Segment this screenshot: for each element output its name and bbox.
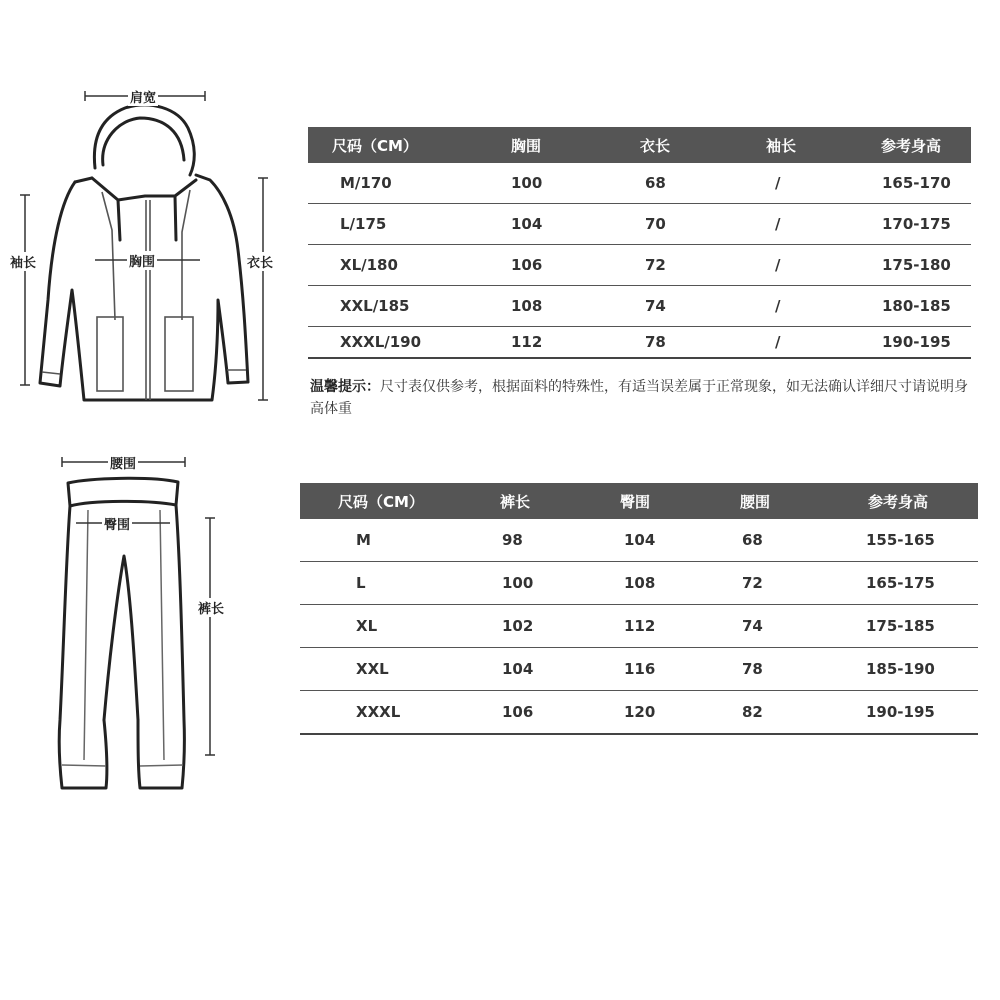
hip-label: 臀围 [102, 514, 132, 533]
shoulder-label: 肩宽 [128, 87, 158, 106]
header-length: 衣长 [585, 127, 711, 163]
cell-chest: 104 [455, 204, 585, 245]
cell-waist: 72 [702, 562, 826, 605]
header-size: 尺码（CM） [308, 127, 455, 163]
cell-length: 68 [585, 163, 711, 204]
cell-size: XL [300, 605, 462, 648]
table-row [300, 519, 978, 562]
cell-size: M/170 [308, 163, 455, 204]
cell-hip: 112 [582, 605, 702, 648]
header-hip: 臀围 [582, 483, 702, 519]
cell-height: 170-175 [834, 204, 971, 245]
cell-height: 190-195 [834, 327, 971, 359]
cell-chest: 106 [455, 245, 585, 286]
table-row [308, 327, 971, 359]
jacket-illustration [0, 80, 290, 420]
table-row [308, 204, 971, 245]
cell-length: 74 [585, 286, 711, 327]
header-waist: 腰围 [702, 483, 826, 519]
cell-height: 175-185 [826, 605, 978, 648]
cell-sleeve: / [711, 245, 834, 286]
table-header-row [308, 127, 971, 163]
pants-illustration [0, 450, 250, 800]
tip-title: 温馨提示： [310, 379, 380, 395]
cell-waist: 74 [702, 605, 826, 648]
table-header-row [300, 483, 978, 519]
cell-height: 175-180 [834, 245, 971, 286]
table-row [308, 163, 971, 204]
cell-height: 165-175 [826, 562, 978, 605]
cell-height: 165-170 [834, 163, 971, 204]
cell-waist: 82 [702, 691, 826, 735]
cell-waist: 68 [702, 519, 826, 562]
cell-size: M [300, 519, 462, 562]
table-row [300, 648, 978, 691]
cell-size: XXXL/190 [308, 327, 455, 359]
cell-hip: 108 [582, 562, 702, 605]
header-sleeve: 袖长 [711, 127, 834, 163]
cell-height: 185-190 [826, 648, 978, 691]
cell-sleeve: / [711, 286, 834, 327]
pants-size-table [300, 483, 978, 735]
cell-length: 70 [585, 204, 711, 245]
cell-sleeve: / [711, 163, 834, 204]
cell-chest: 100 [455, 163, 585, 204]
table-row [300, 605, 978, 648]
cell-hip: 104 [582, 519, 702, 562]
pants-length-label: 裤长 [196, 598, 226, 617]
cell-length: 104 [462, 648, 582, 691]
length-label: 衣长 [245, 252, 275, 271]
cell-sleeve: / [711, 327, 834, 359]
cell-length: 106 [462, 691, 582, 735]
cell-hip: 120 [582, 691, 702, 735]
cell-size: XXL [300, 648, 462, 691]
cell-length: 78 [585, 327, 711, 359]
header-length: 裤长 [462, 483, 582, 519]
chest-label: 胸围 [127, 251, 157, 270]
cell-length: 100 [462, 562, 582, 605]
cell-hip: 116 [582, 648, 702, 691]
table-row [300, 691, 978, 735]
cell-size: L [300, 562, 462, 605]
jacket-size-table [308, 127, 971, 359]
waist-label: 腰围 [108, 453, 138, 472]
cell-size: XXXL [300, 691, 462, 735]
cell-length: 102 [462, 605, 582, 648]
size-tip [310, 376, 980, 416]
cell-sleeve: / [711, 204, 834, 245]
table-row [300, 562, 978, 605]
cell-height: 155-165 [826, 519, 978, 562]
cell-length: 98 [462, 519, 582, 562]
header-size: 尺码（CM） [300, 483, 462, 519]
sleeve-label: 袖长 [8, 252, 38, 271]
header-height: 参考身高 [826, 483, 978, 519]
cell-size: XXL/185 [308, 286, 455, 327]
cell-chest: 112 [455, 327, 585, 359]
cell-length: 72 [585, 245, 711, 286]
cell-waist: 78 [702, 648, 826, 691]
table-row [308, 245, 971, 286]
cell-height: 180-185 [834, 286, 971, 327]
header-chest: 胸围 [455, 127, 585, 163]
tip-text: 尺寸表仅供参考，根据面料的特殊性，有适当误差属于正常现象，如无法确认详细尺寸请说明身高体重 [310, 379, 968, 416]
table-row [308, 286, 971, 327]
header-height: 参考身高 [834, 127, 971, 163]
cell-size: XL/180 [308, 245, 455, 286]
cell-chest: 108 [455, 286, 585, 327]
cell-height: 190-195 [826, 691, 978, 735]
cell-size: L/175 [308, 204, 455, 245]
